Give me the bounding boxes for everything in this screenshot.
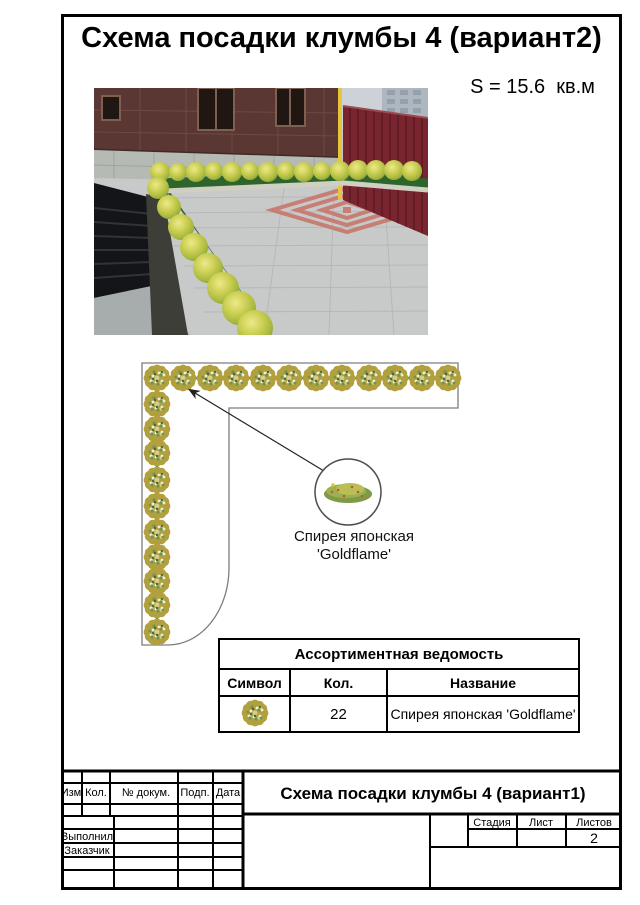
row-vypolnil: Выполнил [60,831,114,843]
sheets-label: Листов [576,817,612,829]
plant-symbol [329,365,356,392]
col-name: Название [387,669,579,696]
col-qty: Кол. [290,669,387,696]
plant-label-line1: Спирея японская [293,528,415,545]
table-header-row [219,669,579,696]
table-title-row [219,639,579,669]
plant-symbol [144,467,171,494]
plant-symbol [250,365,277,392]
plant-symbol [144,493,171,520]
plant-symbol [144,568,171,595]
col-dokum: № докум. [121,787,171,799]
col-kol: Кол. [85,787,107,799]
garage-door [94,183,152,298]
qty-cell: 22 [290,696,387,732]
plant-symbol [276,365,303,392]
sheet-label: Лист [529,817,553,829]
plant-symbol [144,544,171,571]
title-block [55,765,630,895]
photo-render [94,88,428,335]
plant-symbol [144,619,171,646]
stage-label: Стадия [473,817,511,829]
col-data: Дата [215,787,241,799]
plan-plants [144,365,462,646]
plant-symbol [382,365,409,392]
plant-symbol [144,365,171,392]
plant-symbol [240,698,270,728]
plant-connector [157,378,448,632]
plant-symbol [144,519,171,546]
symbol-cell [219,696,290,732]
plant-symbol [356,365,383,392]
col-podp: Подп. [180,787,210,799]
assortment-table [218,638,580,733]
plant-symbol [144,391,171,418]
plant-symbol [197,365,224,392]
table-row [219,696,579,732]
plant-symbol [303,365,330,392]
page-title: Схема посадки клумбы 4 (вариант2) [81,22,602,54]
plant-symbol [170,365,197,392]
leader-line [190,390,324,471]
doc-title: Схема посадки клумбы 4 (вариант1) [280,784,586,803]
plant-symbol [144,416,171,443]
col-izm: Изм [60,787,82,799]
name-cell: Спирея японская 'Goldflame' [387,696,579,732]
plant-symbol [144,440,171,467]
plant-label-line2: 'Goldflame' [316,546,392,563]
planting-plan [120,350,640,660]
plant-symbol [409,365,436,392]
plant-symbol [144,592,171,619]
bed-outline [142,363,458,645]
table-title: Ассортиментная ведомость [219,639,579,669]
sheets-value: 2 [590,830,598,846]
col-symbol: Символ [219,669,290,696]
row-zakazchik: Заказчик [64,845,110,857]
plant-symbol [223,365,250,392]
area-value: S = 15.6 кв.м [470,76,595,98]
